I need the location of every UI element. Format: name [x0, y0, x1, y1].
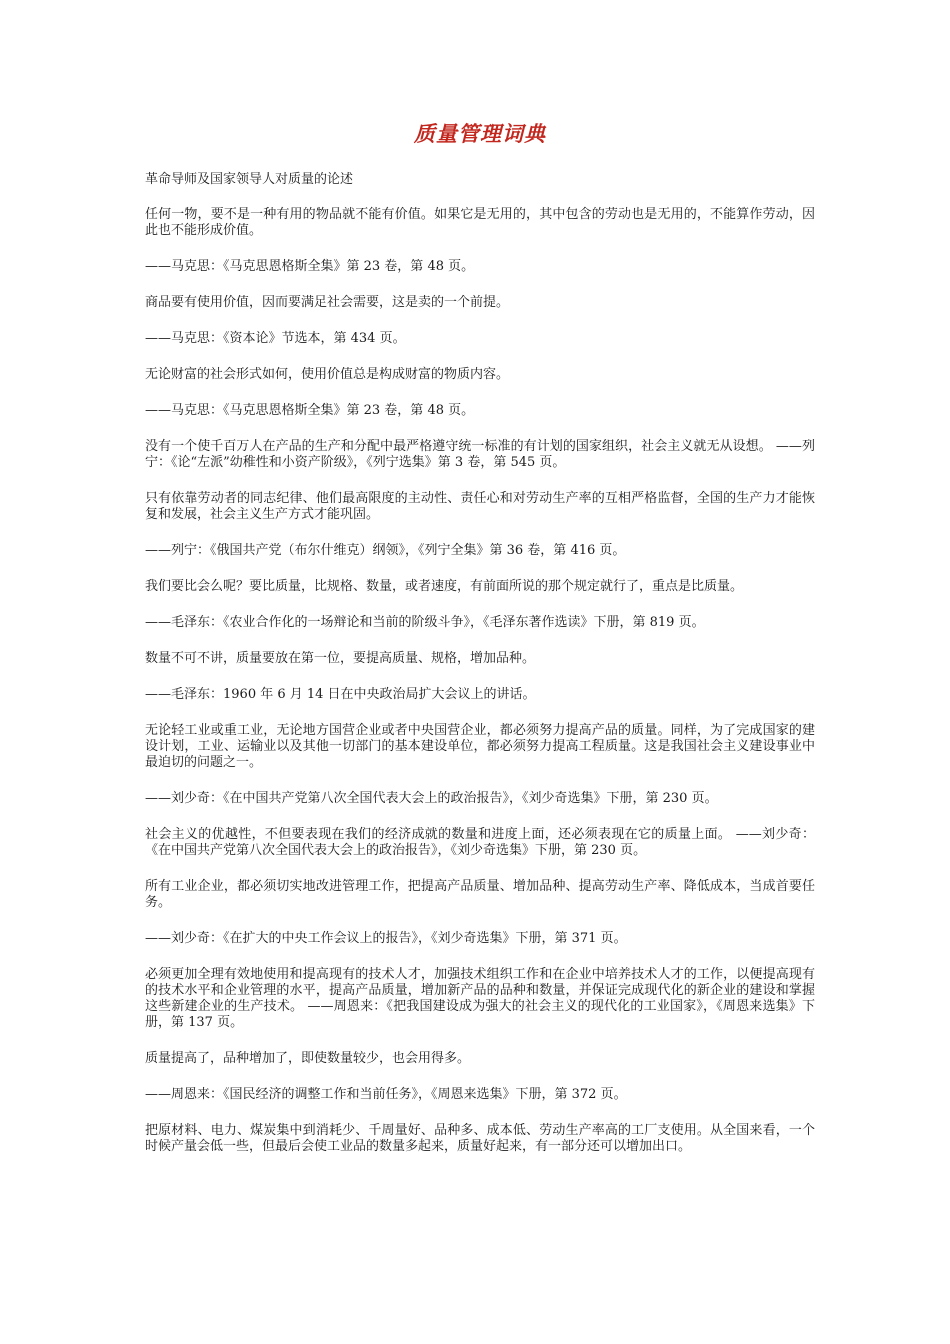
document-subtitle: 革命导师及国家领导人对质量的论述 [145, 172, 354, 187]
paragraph: 质量提高了，品种增加了，即使数量较少，也会用得多。 [145, 1051, 471, 1066]
document-title: 质量管理词典 [414, 121, 546, 146]
paragraph: 社会主义的优越性，不但要表现在我们的经济成就的数量和进度上面，还必须表现在它的质量上面。 ——刘少奇：《在中国共产党第八次全国代表大会上的政治报告》，《刘少奇选集》下册，第 230 页。 [145, 827, 815, 858]
citation: ——马克思：《资本论》节选本，第 434 页。 [145, 331, 406, 346]
paragraph: 把原材料、电力、煤炭集中到消耗少、千周量好、品种多、成本低、劳动生产率高的工厂支使用。从全国来看，一个时候产量会低一些，但最后会使工业品的数量多起来，质量好起来，有一部分还可以增加出口。 [145, 1123, 815, 1154]
citation: ——列宁：《俄国共产党（布尔什维克）纲领》，《列宁全集》第 36 卷，第 416 页。 [145, 543, 626, 558]
citation: ——毛泽东：《农业合作化的一场辩论和当前的阶级斗争》，《毛泽东著作选读》下册，第 819 页。 [145, 615, 705, 630]
paragraph-list [145, 207, 815, 1155]
citation: ——马克思：《马克思恩格斯全集》第 23 卷，第 48 页。 [145, 259, 475, 274]
citation: ——刘少奇：《在中国共产党第八次全国代表大会上的政治报告》，《刘少奇选集》下册，第 230 页。 [145, 791, 718, 806]
paragraph: 无论轻工业或重工业，无论地方国营企业或者中央国营企业，都必须努力提高产品的质量。同样，为了完成国家的建设计划，工业、运输业以及其他一切部门的基本建设单位，都必须努力提高工程质量。这是我国社会主义建设事业中最迫切的问题之一。 [145, 723, 815, 770]
citation: ——毛泽东：1960 年 6 月 14 日在中央政治局扩大会议上的讲话。 [145, 687, 536, 702]
document-page [145, 118, 815, 1175]
paragraph: 只有依靠劳动者的同志纪律、他们最高限度的主动性、责任心和对劳动生产率的互相严格监督，全国的生产力才能恢复和发展，社会主义生产方式才能巩固。 [145, 491, 815, 522]
citation: ——周恩来：《国民经济的调整工作和当前任务》，《周恩来选集》下册，第 372 页。 [145, 1087, 627, 1102]
paragraph: 任何一物，要不是一种有用的物品就不能有价值。如果它是无用的，其中包含的劳动也是无用的，不能算作劳动，因此也不能形成价值。 [145, 207, 815, 238]
citation: ——刘少奇：《在扩大的中央工作会议上的报告》，《刘少奇选集》下册，第 371 页。 [145, 931, 627, 946]
paragraph: 无论财富的社会形式如何，使用价值总是构成财富的物质内容。 [145, 367, 510, 382]
paragraph: 数量不可不讲，质量要放在第一位，要提高质量、规格，增加品种。 [145, 651, 536, 666]
paragraph: 所有工业企业，都必须切实地改进管理工作，把提高产品质量、增加品种、提高劳动生产率、降低成本，当成首要任务。 [145, 879, 815, 910]
paragraph: 必须更加全理有效地使用和提高现有的技术人才，加强技术组织工作和在企业中培养技术人才的工作，以便提高现有的技术水平和企业管理的水平，提高产品质量，增加新产品的品种和数量，并保证完成现代化的新企业的建设和掌握这些新建企业的生产技术。 ——周恩来：《把我国建设成为强大的社会主义的现代化的工业国家》，《周恩来选集》下册，第 137 页。 [145, 967, 815, 1030]
citation: ——马克思：《马克思恩格斯全集》第 23 卷，第 48 页。 [145, 403, 475, 418]
paragraph: 我们要比会么呢？要比质量，比规格、数量，或者速度，有前面所说的那个规定就行了，重点是比质量。 [145, 579, 744, 594]
paragraph: 没有一个使千百万人在产品的生产和分配中最严格遵守统一标准的有计划的国家组织，社会主义就无从设想。 ——列宁：《论“左派”幼稚性和小资产阶级》，《列宁选集》第 3 卷，第 545 页。 [145, 439, 815, 470]
paragraph: 商品要有使用价值，因而要满足社会需要，这是卖的一个前提。 [145, 295, 510, 310]
